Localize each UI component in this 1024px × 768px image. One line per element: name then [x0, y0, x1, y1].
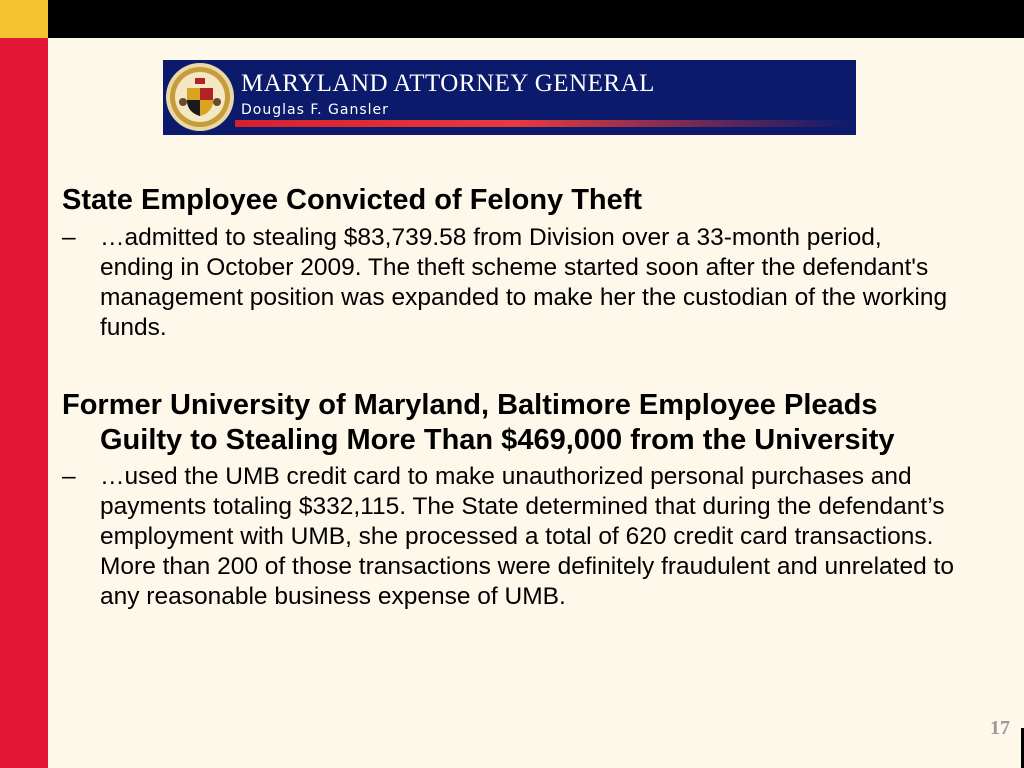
banner-stripe	[235, 120, 856, 127]
bullet-text: …admitted to stealing $83,739.58 from Division over a 33-month period, ending in October 2009. The theft scheme started soon after the defendant's management position was expanded to make her the custodian of the working funds.	[100, 224, 948, 341]
banner-subtitle: Douglas F. Gansler	[241, 102, 389, 118]
maryland-seal-icon	[165, 62, 235, 132]
banner-title: MARYLAND ATTORNEY GENERAL	[241, 70, 655, 97]
bullet-umb	[62, 462, 962, 612]
corner-accent	[0, 0, 48, 38]
slide-content	[62, 183, 962, 612]
top-bar	[0, 0, 1024, 38]
dash-marker: –	[62, 463, 76, 490]
dash-marker: –	[62, 224, 76, 251]
bullet-felony-theft	[62, 223, 962, 343]
section-heading-felony-theft: State Employee Convicted of Felony Theft	[62, 184, 643, 216]
attorney-general-banner	[163, 60, 856, 135]
page-number: 17	[990, 717, 1010, 739]
left-accent-bar	[0, 38, 48, 768]
section-heading-umb: Former University of Maryland, Baltimore Employee Pleads Guilty to Stealing More Than $469,000 from the University	[62, 389, 895, 456]
bullet-text: …used the UMB credit card to make unauthorized personal purchases and payments totaling $332,115. The State determined that during the defendant’s employment with UMB, she processed a total of 620 credit card transactions. More than 200 of those transactions were definitely fraudulent and unrelated to any reasonable business expense of UMB.	[100, 463, 954, 610]
